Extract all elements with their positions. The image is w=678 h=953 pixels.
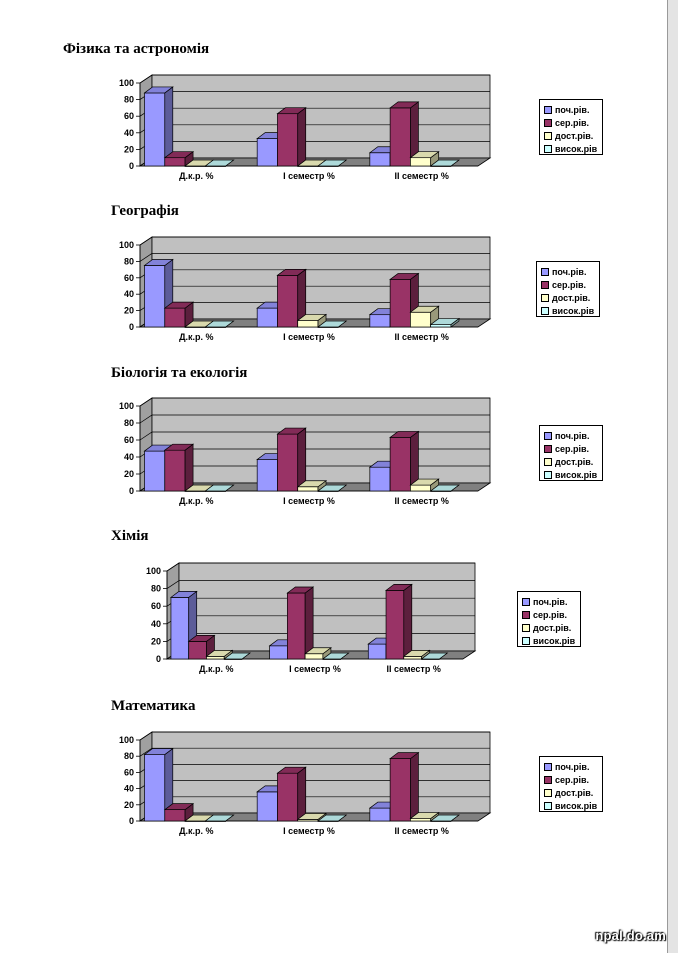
- legend-item: [544, 786, 602, 799]
- legend-label: поч.рів.: [552, 266, 587, 277]
- chart-title: Географія: [111, 203, 179, 219]
- bar-front: [165, 810, 185, 821]
- y-tick-label: 60: [150, 601, 161, 612]
- y-tick-label: 40: [150, 618, 161, 629]
- legend-label: висок.рів: [555, 469, 598, 480]
- x-category-label: І семестр %: [283, 826, 335, 836]
- y-tick-label: 0: [128, 322, 134, 332]
- y-tick-label: 0: [128, 816, 134, 826]
- page-edge: [668, 0, 678, 953]
- y-tick-label: 80: [150, 583, 161, 594]
- legend: [539, 756, 603, 812]
- legend-label: поч.рів.: [555, 430, 590, 441]
- x-category-label: І семестр %: [283, 171, 335, 181]
- chart-title: Хімія: [111, 528, 149, 544]
- y-tick-label: 80: [123, 751, 134, 762]
- y-tick-label: 40: [123, 289, 134, 300]
- y-tick-label: 100: [118, 401, 134, 411]
- bar-side: [298, 767, 306, 821]
- back-wall: [152, 732, 490, 813]
- y-tick-label: 100: [118, 735, 134, 745]
- bar-side: [410, 753, 418, 821]
- watermark: npal.do.am: [595, 928, 666, 943]
- x-category-label: І семестр %: [283, 332, 335, 342]
- x-category-label: ІІ семестр %: [394, 332, 449, 342]
- y-tick-label: 100: [145, 566, 161, 576]
- legend-label: поч.рів.: [533, 596, 568, 607]
- y-tick-label: 60: [123, 435, 134, 445]
- y-tick-label: 40: [123, 452, 134, 462]
- legend-label: висок.рів: [555, 143, 598, 154]
- x-category-label: І семестр %: [283, 496, 335, 506]
- x-category-label: Д.к.р. %: [179, 332, 214, 342]
- bar-front: [390, 759, 410, 821]
- y-tick-label: 80: [123, 256, 134, 267]
- bar-front: [410, 819, 430, 821]
- legend-label: висок.рів: [555, 800, 598, 811]
- legend-item: [544, 760, 602, 773]
- y-tick-label: 60: [123, 272, 134, 283]
- chart-title: Математика: [111, 698, 196, 714]
- y-tick-label: 60: [123, 767, 134, 778]
- legend-label: сер.рів.: [555, 774, 590, 785]
- y-tick-label: 80: [123, 418, 134, 428]
- legend-label: поч.рів.: [555, 104, 590, 115]
- legend-swatch: [544, 776, 552, 784]
- legend-label: дост.рів.: [555, 456, 594, 467]
- legend-label: поч.рів.: [555, 761, 590, 772]
- x-category-label: ІІ семестр %: [386, 664, 441, 674]
- bar-front: [257, 792, 277, 821]
- legend-item: [544, 773, 602, 786]
- x-category-label: І семестр %: [289, 664, 341, 674]
- legend-label: дост.рів.: [533, 622, 572, 633]
- y-tick-label: 20: [123, 799, 134, 810]
- chart-title: Фізика та астрономія: [63, 41, 210, 57]
- y-tick-label: 20: [123, 305, 134, 316]
- legend-swatch: [544, 763, 552, 771]
- x-category-label: Д.к.р. %: [199, 664, 234, 674]
- legend-label: дост.рів.: [552, 292, 591, 303]
- chart-title: Біологія та екологія: [111, 365, 248, 381]
- legend-swatch: [544, 802, 552, 810]
- legend-label: сер.рів.: [533, 609, 568, 620]
- legend-label: дост.рів.: [555, 787, 594, 798]
- y-tick-label: 20: [123, 144, 134, 155]
- x-category-label: ІІ семестр %: [394, 496, 449, 506]
- bar: [390, 753, 418, 821]
- y-tick-label: 40: [123, 783, 134, 794]
- x-category-label: ІІ семестр %: [394, 826, 449, 836]
- x-category-label: Д.к.р. %: [179, 496, 214, 506]
- bar-front: [145, 755, 165, 821]
- bar: [277, 767, 305, 821]
- y-tick-label: 60: [123, 111, 134, 122]
- x-category-label: ІІ семестр %: [394, 171, 449, 181]
- x-category-label: Д.к.р. %: [179, 171, 214, 181]
- y-tick-label: 0: [155, 654, 161, 664]
- y-tick-label: 40: [123, 127, 134, 138]
- legend-label: сер.рів.: [555, 117, 590, 128]
- y-tick-label: 20: [123, 469, 134, 479]
- y-tick-label: 100: [118, 78, 134, 88]
- legend-label: висок.рів: [533, 635, 576, 646]
- legend-label: сер.рів.: [552, 279, 587, 290]
- x-category-label: Д.к.р. %: [179, 826, 214, 836]
- legend-swatch: [544, 789, 552, 797]
- y-tick-label: 0: [128, 486, 134, 496]
- y-tick-label: 100: [118, 240, 134, 250]
- legend-item: [544, 799, 602, 812]
- bar-front: [370, 808, 390, 821]
- y-tick-label: 20: [150, 636, 161, 647]
- bar-front: [277, 773, 297, 821]
- legend-label: висок.рів: [552, 305, 595, 316]
- y-tick-label: 80: [123, 94, 134, 105]
- legend-label: дост.рів.: [555, 130, 594, 141]
- y-tick-label: 0: [128, 161, 134, 171]
- legend-label: сер.рів.: [555, 443, 590, 454]
